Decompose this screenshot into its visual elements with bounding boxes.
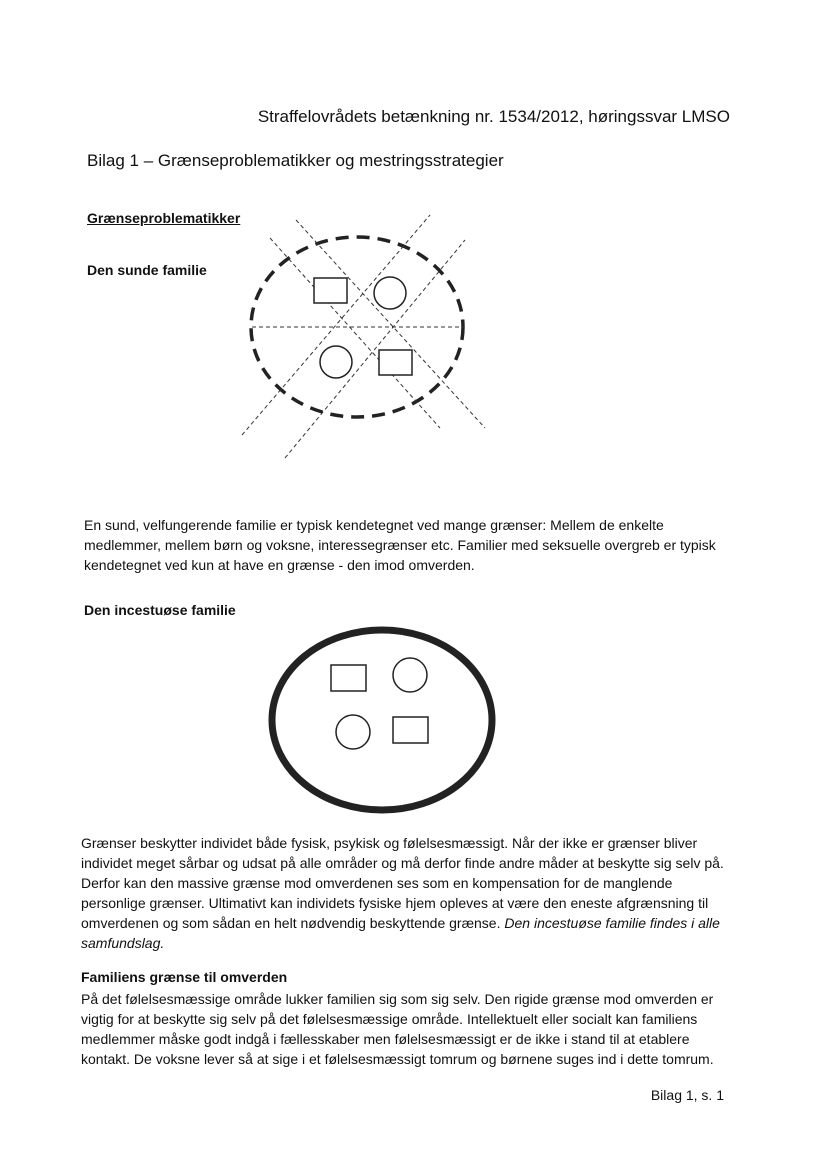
member-square-3 bbox=[331, 665, 366, 691]
incestuous-family-diagram bbox=[265, 620, 505, 820]
diagonal-line-2 bbox=[242, 215, 430, 435]
member-square-2 bbox=[379, 350, 412, 375]
family-boundary-paragraph: På det følelsesmæssige område lukker familien sig som sig selv. Den rigide grænse mod omverden er vigtig for at beskytte sig selv på det følelsesmæssige område. Intellektuelt eller socialt kan familiens medlemmer måske godt indgå i fællesskaber men følelsesmæssigt er de ikke i stand til at etablere kontakt. De voksne lever så at sige i et følelsesmæssigt tomrum og børnene suges ind i dette tomrum. bbox=[81, 991, 714, 1067]
member-square-1 bbox=[314, 278, 347, 303]
diagonal-line-4 bbox=[285, 240, 465, 458]
incestuous-family-paragraph bbox=[81, 833, 731, 953]
healthy-family-diagram bbox=[240, 210, 490, 465]
document-header: Straffelovrådets betænkning nr. 1534/2012, høringssvar LMSO bbox=[257, 107, 730, 126]
member-circle-1 bbox=[374, 277, 406, 309]
healthy-family-paragraph: En sund, velfungerende familie er typisk kendetegnet ved mange grænser: Mellem de enkelte medlemmer, mellem børn og voksne, interessegrænser etc. Familier med seksuelle overgreb er typisk kendetegnet ved kun at have en grænse - den imod omverden. bbox=[84, 517, 716, 573]
member-square-4 bbox=[393, 717, 428, 743]
page-footer: Bilag 1, s. 1 bbox=[650, 1087, 724, 1103]
diagonal-line-1 bbox=[296, 220, 485, 428]
member-circle-3 bbox=[393, 658, 427, 692]
incestuous-family-heading: Den incestuøse familie bbox=[84, 602, 236, 618]
healthy-family-heading: Den sunde familie bbox=[87, 262, 207, 278]
member-circle-2 bbox=[320, 346, 352, 378]
section-heading: Grænseproblematikker bbox=[87, 210, 241, 226]
incestuous-family-text: Grænser beskytter individet både fysisk, psykisk og følelsesmæssigt. Når der ikke er grænser bliver individet meget sårbar og udsat på alle områder og må derfor finde andre måder at beskytte sig selv på. Derfor kan den massive grænse mod omverdenen ses som en kompensation for de manglende personlige grænser. Ultimativt kan individets fysiske hjem opleves at være den eneste afgrænsning til omverdenen og som sådan en helt nødvendig beskyttende grænse. bbox=[81, 835, 724, 931]
family-boundary-solid bbox=[272, 630, 492, 810]
document-title: Bilag 1 – Grænseproblematikker og mestringsstrategier bbox=[87, 151, 504, 170]
incestuous-family-italic-text: Den incestuøse familie findes i alle samfundslag. bbox=[81, 915, 720, 951]
member-circle-4 bbox=[336, 715, 370, 749]
family-boundary-heading: Familiens grænse til omverden bbox=[81, 969, 288, 985]
